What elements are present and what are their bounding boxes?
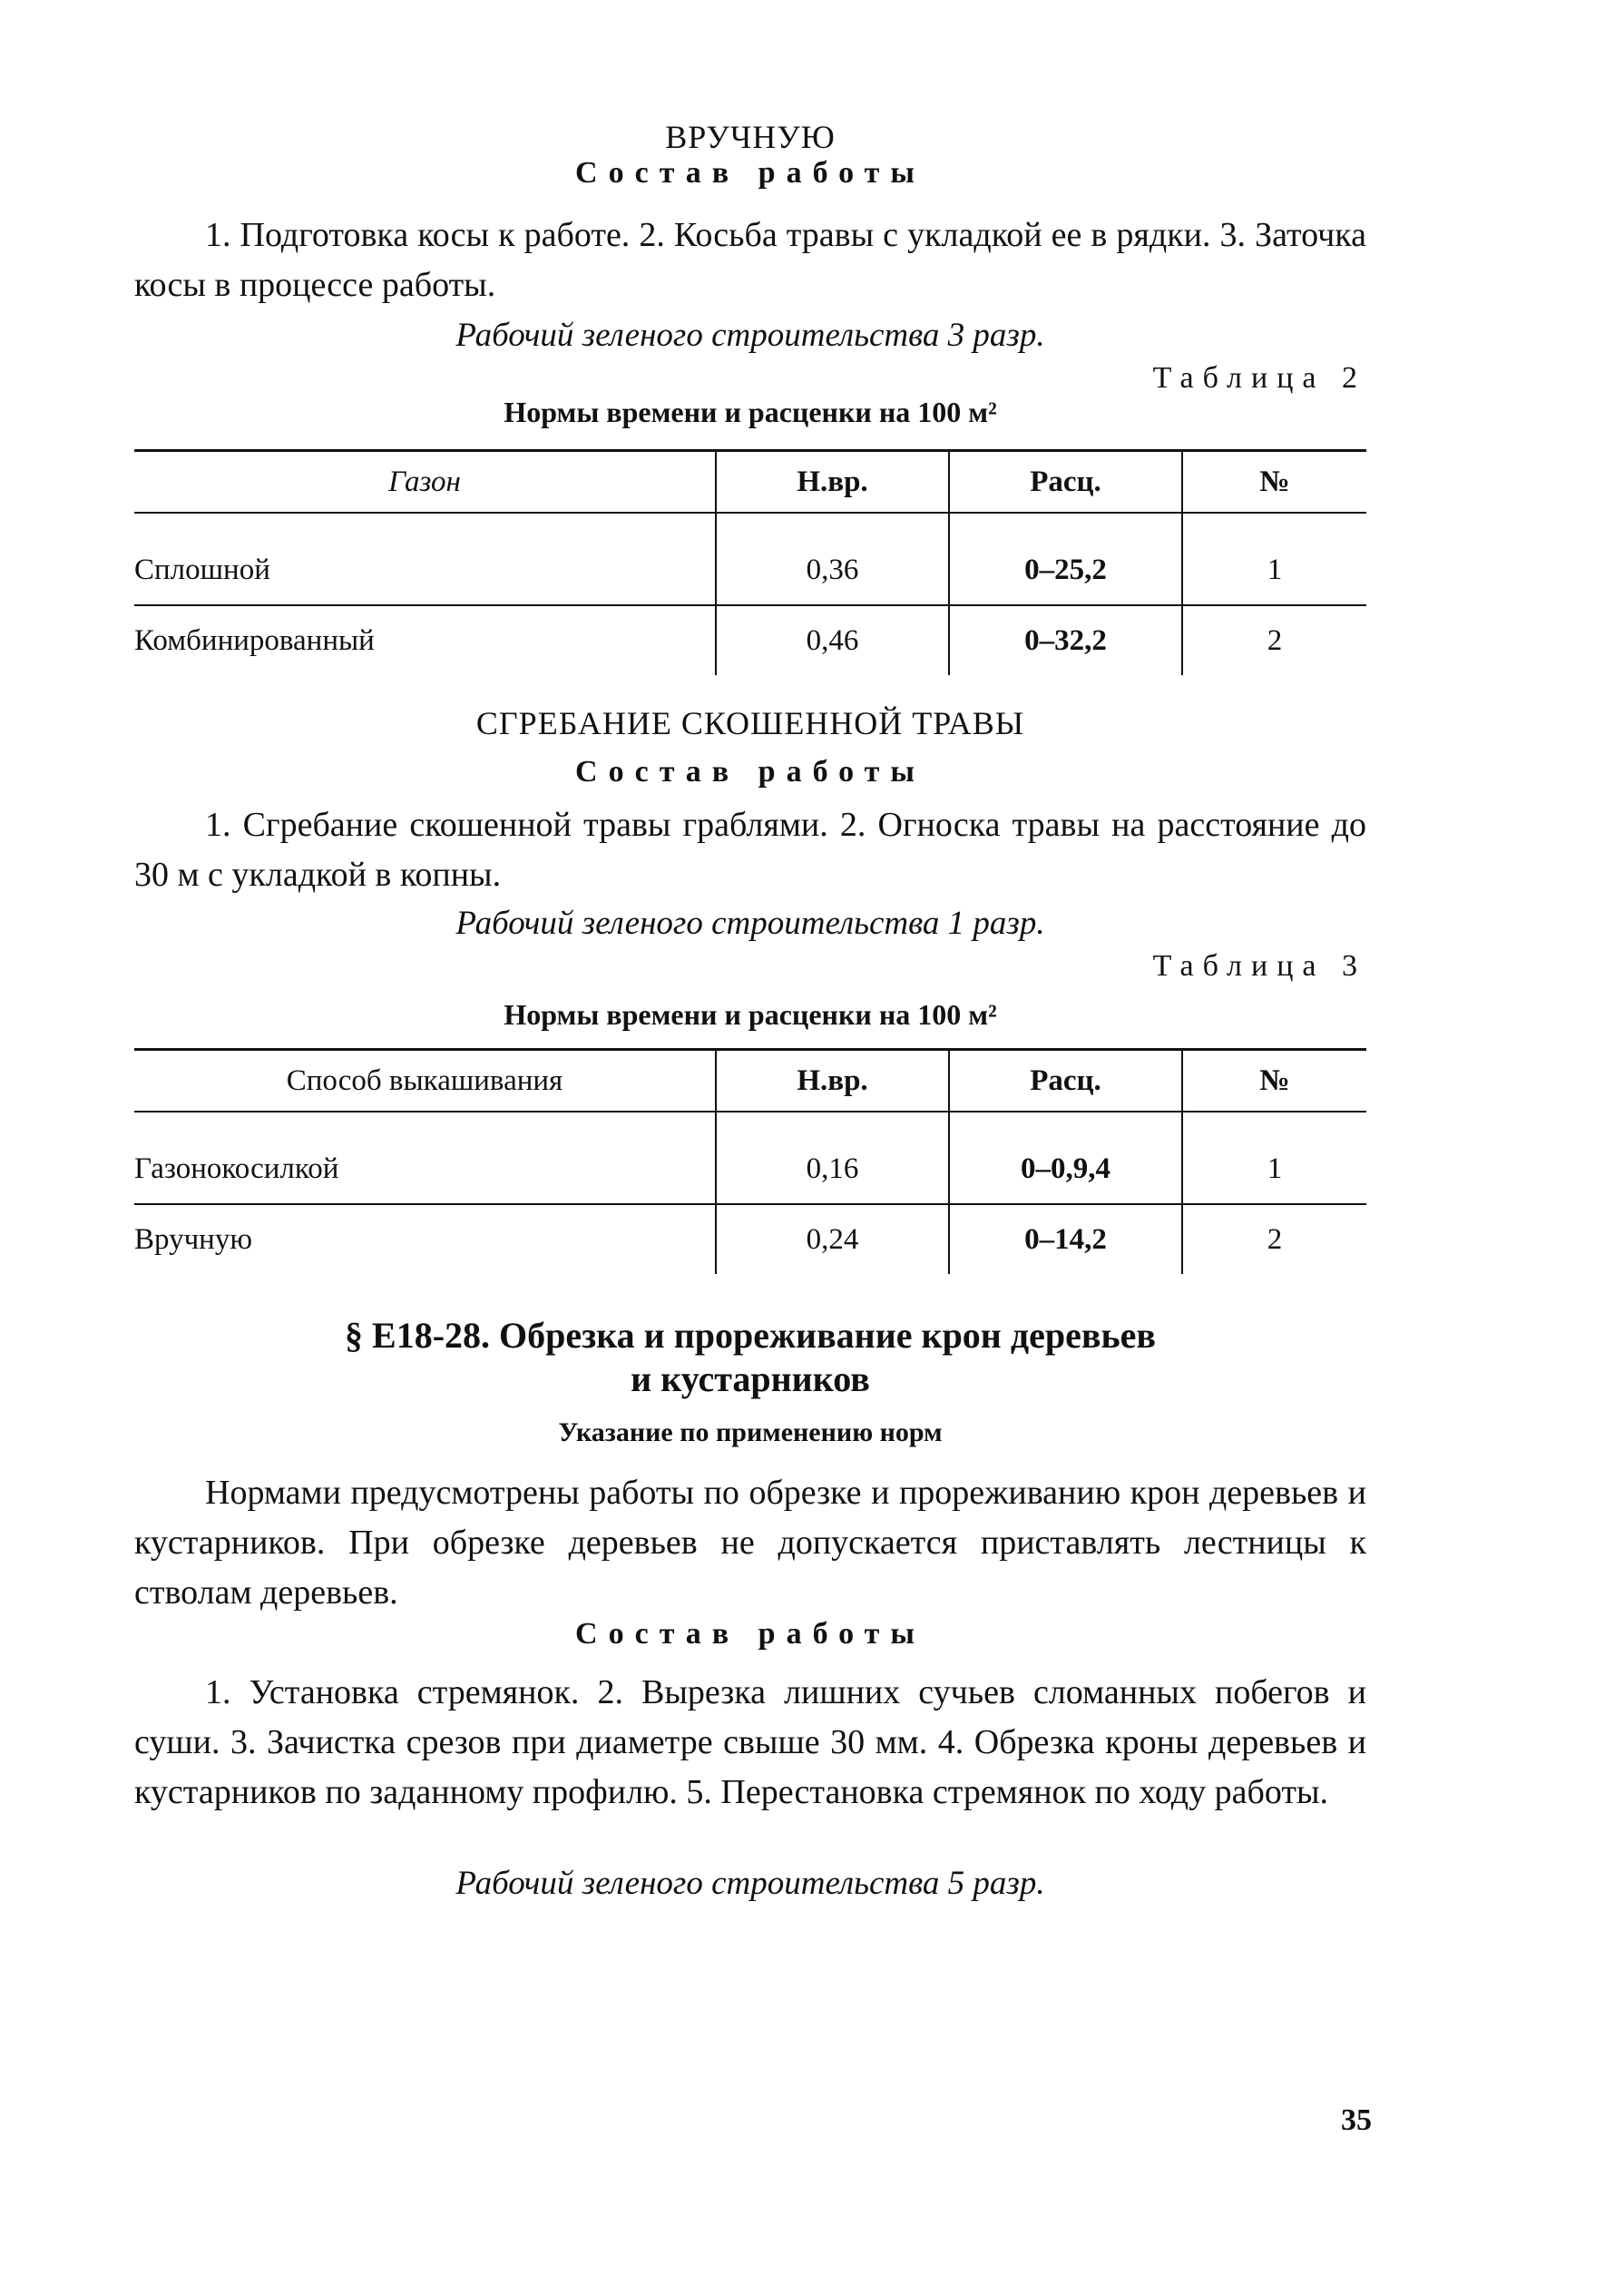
page-number: 35 [1341,2103,1372,2137]
table-number: Таблица 2 [1152,361,1366,395]
table-cell: 0,16 [716,1134,949,1204]
norms-usage-subheading: Указание по применению норм [558,1417,943,1447]
table-cell: Газонокосилкой [134,1152,339,1185]
table-cell: 1 [1182,1134,1366,1204]
table-cell: Комбинированный [134,605,716,675]
column-header: Расц. [949,1050,1182,1112]
table-caption: Нормы времени и расценки на 100 м² [504,998,997,1031]
work-composition-title: Состав работы [575,156,925,190]
paragraph: 1. Установка стремянок. 2. Вырезка лишних сучьев сломанных побегов и суши. 3. Зачистка срезов при диаметре свыше 30 мм. 4. Обрезка кроны деревьев и кустарников по заданному профилю. 5. Перестановка стремянок по ходу работы. [134,1673,1366,1811]
work-composition-text [134,211,1366,310]
table-row [134,1204,1366,1274]
work-composition-title: Состав работы [575,1617,925,1651]
table-cell: Сплошной [134,553,270,586]
table-cell: 1 [1182,535,1366,605]
table-cell: 0,36 [716,535,949,605]
norms-table-2 [134,449,1366,675]
worker-grade: Рабочий зеленого строительства 1 разр. [455,905,1045,942]
table-cell: 0,24 [716,1204,949,1274]
column-header: № [1182,451,1366,514]
table-cell: 0–0,9,4 [949,1134,1182,1204]
table-cell: 0,46 [716,605,949,675]
column-header: Способ выкашивания [134,1050,716,1112]
column-header: Расц. [949,451,1182,514]
column-header: Газон [134,451,716,514]
work-composition-text [134,800,1366,900]
norms-usage-text [134,1468,1366,1618]
table-row [134,535,1366,605]
table-number: Таблица 3 [1152,949,1366,983]
work-composition-text [134,1668,1366,1818]
table-cell: 0–14,2 [949,1204,1182,1274]
paragraph: Нормами предусмотрены работы по обрезке и прореживанию крон деревьев и кустарников. При обрезке деревьев не допускается приставлять лестницы к стволам деревьев. [134,1474,1366,1612]
table-cell: 0–25,2 [949,535,1182,605]
work-composition-title: Состав работы [575,755,925,789]
column-header: Н.вр. [716,1050,949,1112]
column-header: № [1182,1050,1366,1112]
table-row [134,605,1366,675]
worker-grade: Рабочий зеленого строительства 5 разр. [455,1865,1045,1902]
section-heading: СГРЕБАНИЕ СКОШЕННОЙ ТРАВЫ [475,705,1025,741]
heading-line: § Е18-28. Обрезка и прореживание крон деревьев [345,1315,1156,1356]
norms-table-3 [134,1048,1366,1274]
table-header-row [134,1050,1366,1112]
table-row [134,1134,1366,1204]
paragraph: 1. Подготовка косы к работе. 2. Косьба травы с укладкой ее в рядки. 3. Заточка косы в процессе работы. [134,216,1366,304]
table-cell: 2 [1182,605,1366,675]
section-heading: ВРУЧНУЮ [665,119,836,155]
paragraph: 1. Сгребание скошенной травы граблями. 2. Огноска травы на расстояние до 30 м с укладкой в копны. [134,806,1366,894]
heading-line: и кустарников [631,1358,870,1399]
table-header-row [134,451,1366,514]
paragraph-heading [134,1314,1366,1401]
table-cell: 2 [1182,1204,1366,1274]
table-caption: Нормы времени и расценки на 100 м² [504,396,997,428]
table-cell: Вручную [134,1204,716,1274]
worker-grade: Рабочий зеленого строительства 3 разр. [455,317,1045,354]
column-header: Н.вр. [716,451,949,514]
table-cell: 0–32,2 [949,605,1182,675]
